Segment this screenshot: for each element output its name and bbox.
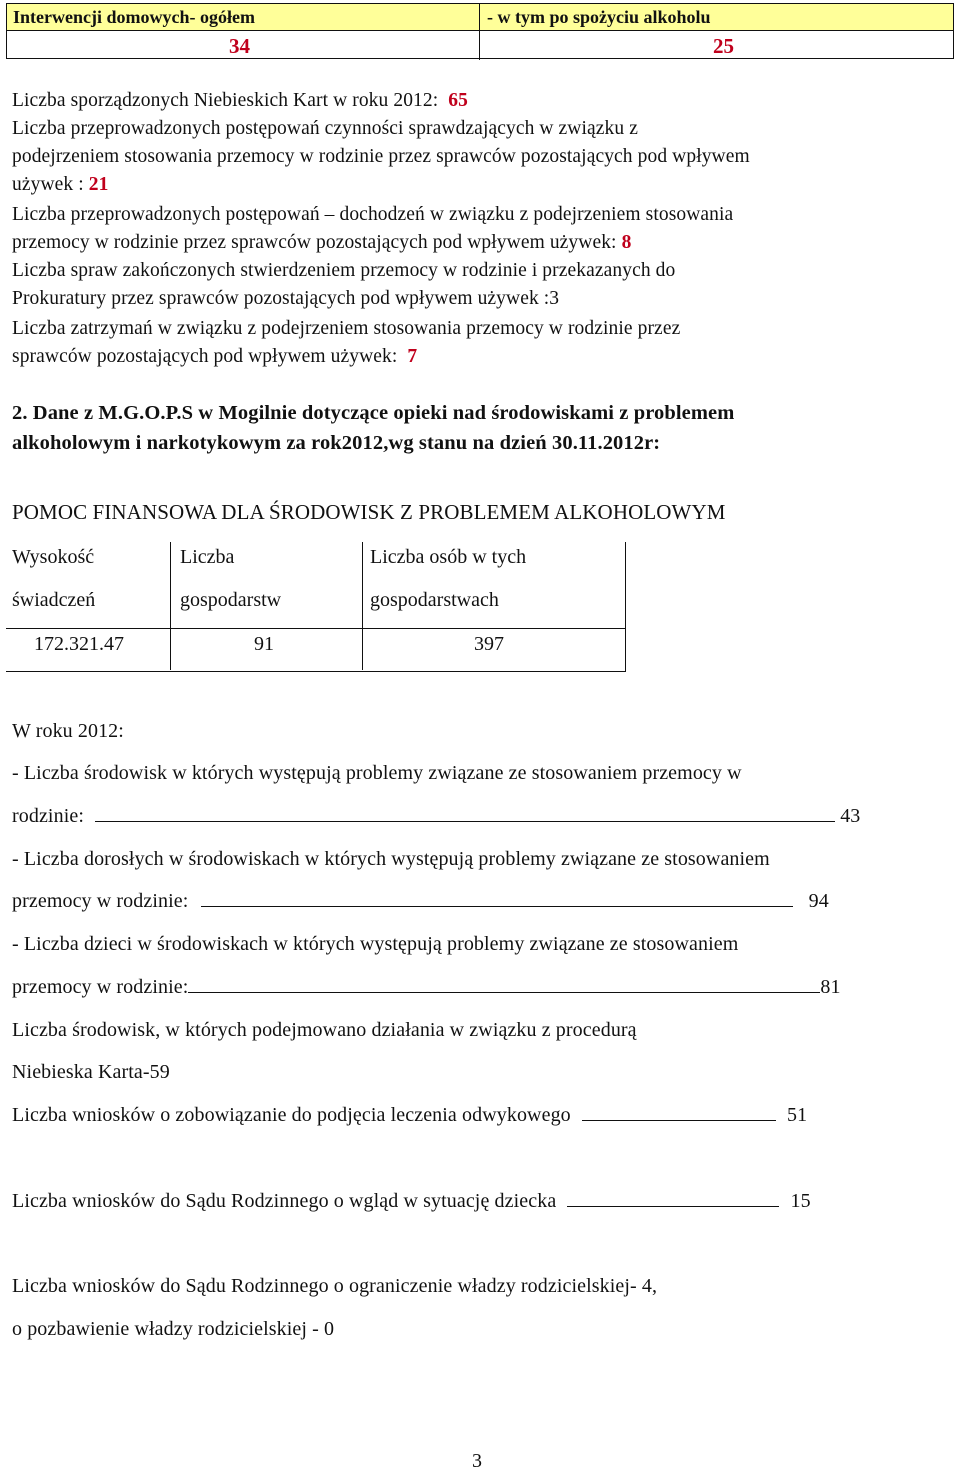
section2-heading-line1: 2. Dane z M.G.O.P.S w Mogilnie dotyczące opieki nad środowiskami z problemem	[12, 402, 735, 424]
stat-adults-label: przemocy w rodzinie:	[12, 890, 189, 912]
fill-line	[95, 820, 835, 822]
stat-adults-value: 94	[808, 890, 829, 912]
table-divider	[6, 628, 625, 629]
aid-header-households-line1: Liczba	[180, 546, 235, 568]
stat-prosecution-line2: Prokuratury przez sprawców pozostających pod wpływem używek :3	[12, 288, 560, 309]
stat-checks-text: używek :	[12, 174, 84, 195]
stat-children-value: 81	[820, 976, 841, 998]
stat-procedure-line1: Liczba środowisk, w których podejmowano działania w związku z procedurą	[12, 1019, 637, 1041]
stat-environments-line1: - Liczba środowisk w których występują problemy związane ze stosowaniem przemocy w	[12, 762, 742, 784]
stat-adults-line1: - Liczba dorosłych w środowiskach w których występują problemy związane ze stosowaniem	[12, 848, 770, 870]
stat-treatment-value: 51	[787, 1104, 808, 1126]
aid-header-persons-line1: Liczba osób w tych	[370, 546, 527, 568]
header-alcohol-interventions: - w tym po spożyciu alkoholu	[487, 7, 711, 27]
intervention-table	[6, 3, 954, 59]
aid-header-amount-line2: świadczeń	[12, 589, 96, 611]
stat-insight-label: Liczba wniosków do Sądu Rodzinnego o wgląd w sytuację dziecka	[12, 1190, 557, 1212]
stat-insight-value: 15	[790, 1190, 811, 1212]
value-total-interventions: 34	[229, 34, 250, 58]
aid-value-households: 91	[254, 633, 274, 655]
stat-custody-line2: o pozbawienie władzy rodzicielskiej - 0	[12, 1318, 335, 1340]
stat-arrests-text: sprawców pozostających pod wpływem używek:	[12, 346, 398, 367]
year-intro: W roku 2012:	[12, 720, 124, 742]
stat-arrests-value: 7	[407, 346, 418, 367]
stat-treatment-requests	[12, 1104, 807, 1127]
section2-heading-line2: alkoholowym i narkotykowym za rok2012,wg stanu na dzień 30.11.2012r:	[12, 432, 661, 454]
stat-arrests-line2	[12, 346, 417, 368]
stat-inquiries-line1: Liczba przeprowadzonych postępowań – dochodzeń w związku z podejrzeniem stosowania	[12, 204, 734, 225]
aid-title: POMOC FINANSOWA DLA ŚRODOWISK Z PROBLEMEM ALKOHOLOWYM	[12, 500, 726, 524]
fill-line	[567, 1205, 779, 1207]
stat-custody-line1: Liczba wniosków do Sądu Rodzinnego o ograniczenie władzy rodzicielskiej- 4,	[12, 1275, 658, 1297]
table-divider	[479, 4, 480, 60]
stat-prosecution-line1: Liczba spraw zakończonych stwierdzeniem przemocy w rodzinie i przekazanych do	[12, 260, 676, 281]
stat-children-line2	[12, 976, 841, 999]
stat-children-label: przemocy w rodzinie:	[12, 976, 189, 998]
stat-inquiries-line2	[12, 232, 631, 254]
stat-inquiries-value: 8	[621, 232, 632, 253]
aid-header-persons-line2: gospodarstwach	[370, 589, 499, 611]
stat-blue-cards	[12, 90, 468, 112]
stat-checks-line1: Liczba przeprowadzonych postępowań czynności sprawdzających w związku z	[12, 118, 638, 139]
stat-checks-line2: podejrzeniem stosowania przemocy w rodzinie przez sprawców pozostających pod wpływem	[12, 146, 750, 167]
stat-checks-value: 21	[88, 174, 109, 195]
stat-inquiries-text: przemocy w rodzinie przez sprawców pozostających pod wpływem używek:	[12, 232, 617, 253]
table-divider	[170, 542, 171, 670]
stat-environments-label: rodzinie:	[12, 805, 84, 827]
value-alcohol-interventions: 25	[713, 34, 734, 58]
aid-value-persons: 397	[474, 633, 504, 655]
stat-environments-value: 43	[840, 805, 861, 827]
fill-line	[582, 1119, 776, 1121]
table-divider	[362, 542, 363, 670]
stat-blue-cards-value: 65	[448, 90, 468, 111]
aid-header-amount-line1: Wysokość	[12, 546, 95, 568]
stat-insight-requests	[12, 1190, 811, 1213]
stat-arrests-line1: Liczba zatrzymań w związku z podejrzeniem stosowania przemocy w rodzinie przez	[12, 318, 681, 339]
aid-header-households-line2: gospodarstw	[180, 589, 282, 611]
aid-value-amount: 172.321.47	[34, 633, 124, 655]
stat-blue-cards-text: Liczba sporządzonych Niebieskich Kart w roku 2012:	[12, 90, 439, 111]
stat-environments-line2	[12, 805, 860, 828]
stat-adults-line2	[12, 890, 829, 913]
stat-checks-line3	[12, 174, 108, 196]
stat-children-line1: - Liczba dzieci w środowiskach w których występują problemy związane ze stosowaniem	[12, 933, 739, 955]
fill-line	[188, 991, 820, 993]
page-number: 3	[472, 1450, 482, 1472]
stat-procedure-line2: Niebieska Karta-59	[12, 1061, 170, 1083]
header-total-interventions: Interwencji domowych- ogółem	[13, 7, 255, 27]
fill-line	[201, 905, 793, 907]
stat-treatment-label: Liczba wniosków o zobowiązanie do podjęcia leczenia odwykowego	[12, 1104, 571, 1126]
